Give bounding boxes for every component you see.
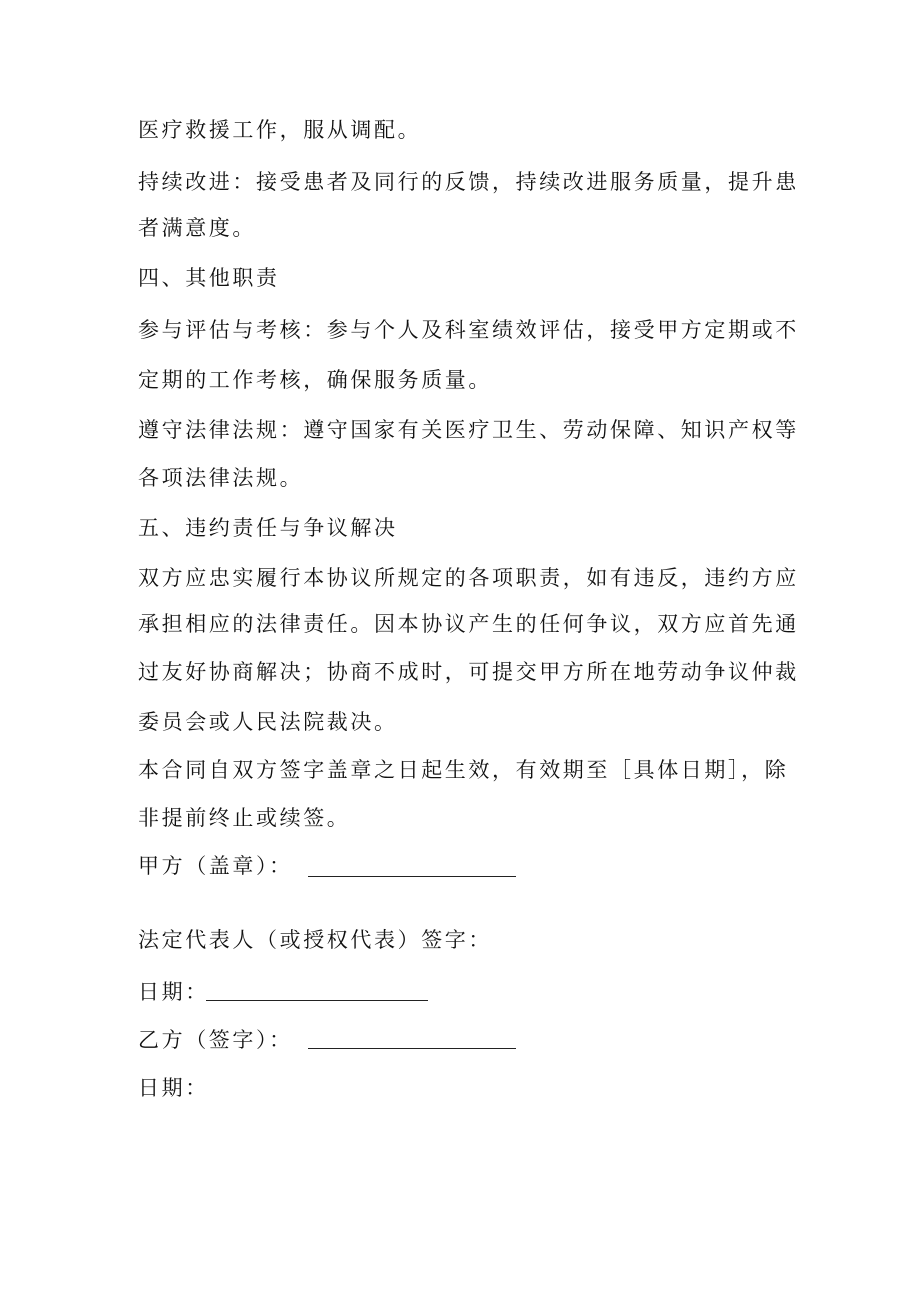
paragraph-line: 非提前终止或续签。	[138, 806, 351, 830]
date-b-label: 日期：	[138, 1076, 209, 1100]
date-a-label: 日期：	[138, 980, 209, 1004]
party-a-seal-label: 甲方（盖章）：	[138, 854, 293, 878]
paragraph-line: 委员会或人民法院裁决。	[138, 710, 398, 734]
paragraph-line: 双方应忠实履行本协议所规定的各项职责，如有违反，违约方应	[138, 566, 799, 590]
section-heading: 四、其他职责	[138, 266, 280, 290]
party-a-seal-blank[interactable]	[308, 876, 516, 877]
paragraph-line: 参与评估与考核：参与个人及科室绩效评估，接受甲方定期或不	[138, 318, 799, 342]
paragraph-line: 过友好协商解决；协商不成时，可提交甲方所在地劳动争议仲裁	[138, 660, 799, 684]
paragraph-line: 本合同自双方签字盖章之日起生效，有效期至［具体日期］，除	[138, 758, 789, 782]
party-b-signature-label: 乙方（签字）：	[138, 1028, 293, 1052]
party-b-signature-blank[interactable]	[308, 1048, 516, 1049]
paragraph-line: 遵守法律法规：遵守国家有关医疗卫生、劳动保障、知识产权等	[138, 418, 799, 442]
section-heading: 五、违约责任与争议解决	[138, 516, 398, 540]
paragraph-line: 医疗救援工作，服从调配。	[138, 118, 422, 142]
date-a-blank[interactable]	[206, 1000, 428, 1001]
paragraph-line: 者满意度。	[138, 216, 256, 240]
paragraph-line: 承担相应的法律责任。因本协议产生的任何争议，双方应首先通	[138, 612, 799, 636]
paragraph-line: 各项法律法规。	[138, 466, 304, 490]
paragraph-line: 定期的工作考核，确保服务质量。	[138, 368, 492, 392]
paragraph-line: 持续改进：接受患者及同行的反馈，持续改进服务质量，提升患	[138, 170, 799, 194]
legal-rep-signature-label: 法定代表人（或授权代表）签字：	[138, 928, 492, 952]
